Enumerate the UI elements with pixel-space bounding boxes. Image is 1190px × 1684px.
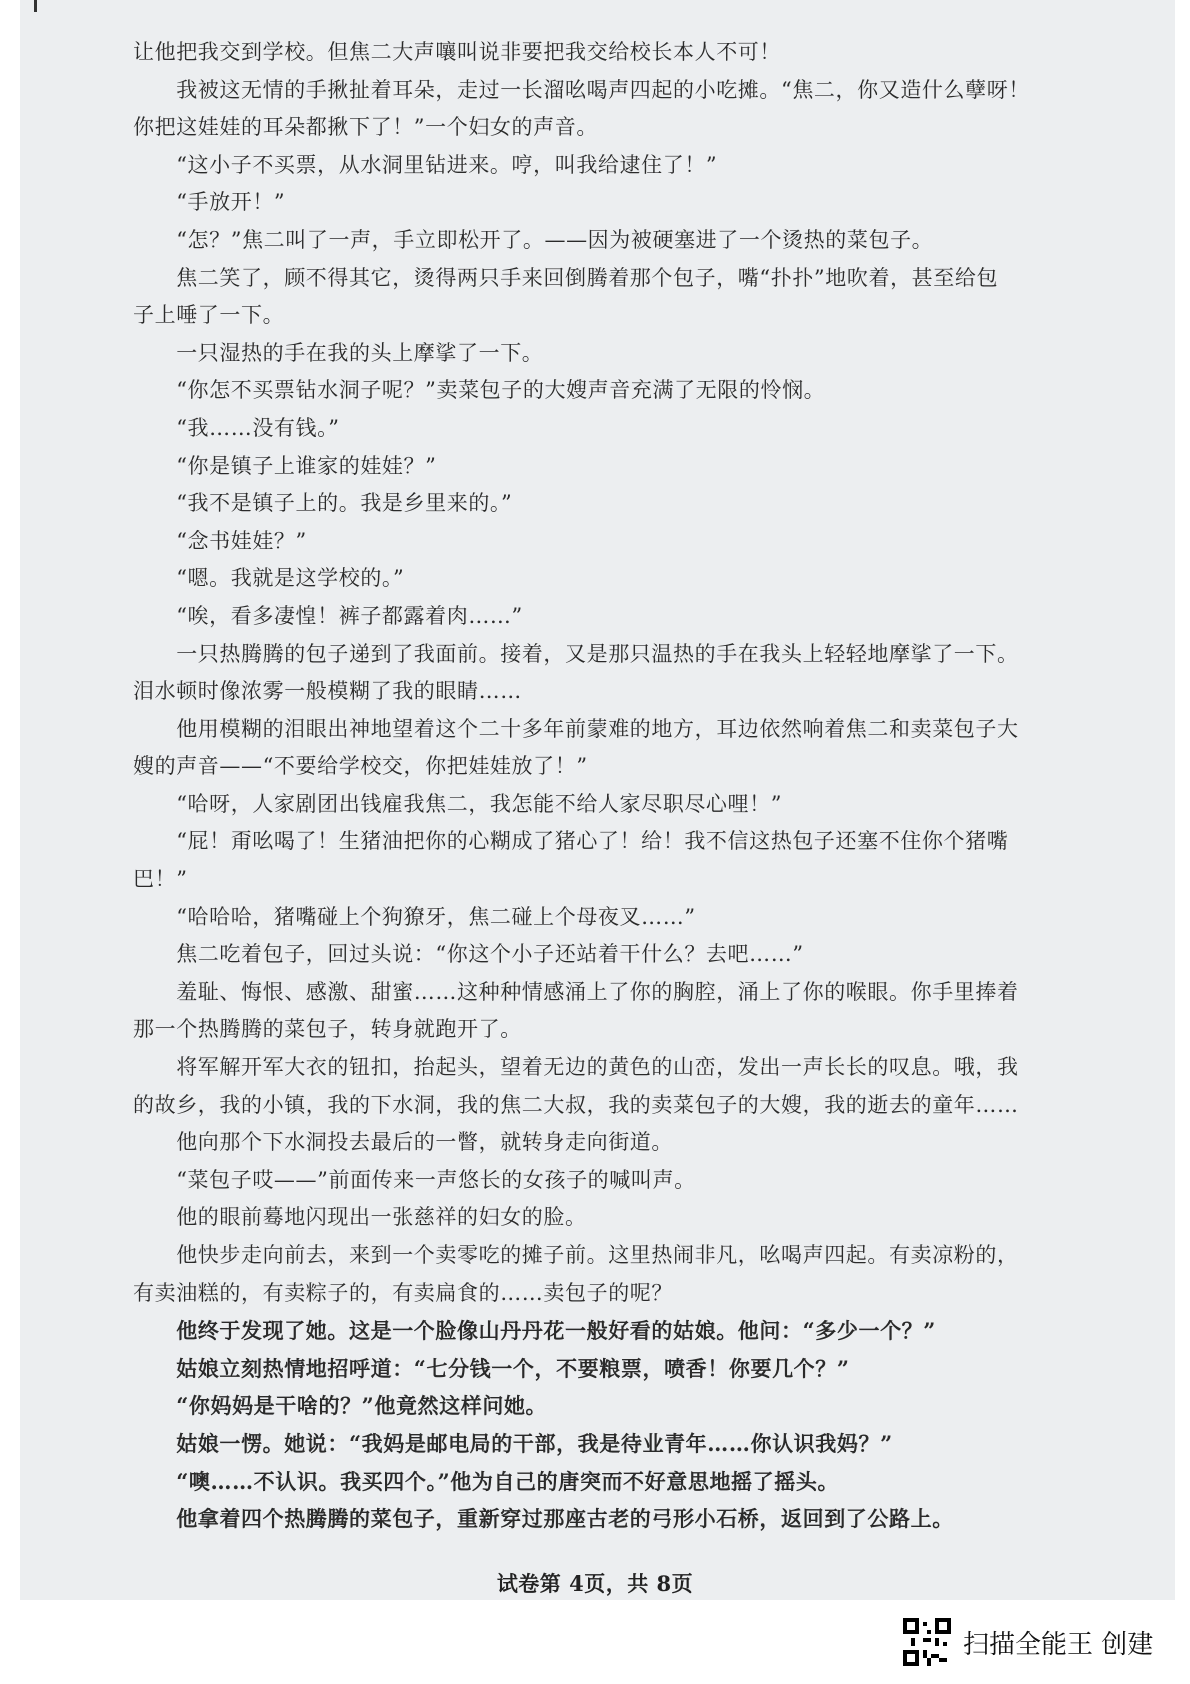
text-line: “你怎不买票钻水洞子呢？”卖菜包子的大嫂声音充满了无限的怜悯。	[133, 378, 826, 403]
text-line: “哈呀，人家剧团出钱雇我焦二，我怎能不给人家尽职尽心哩！”	[133, 791, 783, 816]
scanner-watermark	[903, 1616, 1153, 1668]
text-line: 的故乡，我的小镇，我的下水洞，我的焦二大叔，我的卖菜包子的大嫂，我的逝去的童年……	[133, 1092, 1019, 1117]
text-line: “念书娃娃？”	[133, 528, 307, 553]
text-line: “你是镇子上谁家的娃娃？”	[133, 453, 437, 478]
text-line: 一只湿热的手在我的头上摩挲了一下。	[133, 340, 544, 365]
text-line: 巴！”	[133, 867, 188, 892]
text-line: 嫂的声音——“不要给学校交，你把娃娃放了！”	[133, 754, 588, 779]
text-line: “我不是镇子上的。我是乡里来的。”	[133, 491, 513, 516]
page-number-footer: 试卷第 4页，共 8页	[496, 1571, 694, 1596]
text-line: “怎？”焦二叫了一声，手立即松开了。——因为被硬塞进了一个烫热的菜包子。	[133, 227, 934, 252]
text-line: 他的眼前蓦地闪现出一张慈祥的妇女的脸。	[133, 1205, 587, 1230]
text-line: 那一个热腾腾的菜包子，转身就跑开了。	[133, 1017, 522, 1042]
text-line: 他用模糊的泪眼出神地望着这个二十多年前蒙难的地方，耳边依然响着焦二和卖菜包子大	[133, 716, 1019, 741]
text-line: 子上唾了一下。	[133, 303, 285, 328]
text-line: “菜包子哎——”前面传来一声悠长的女孩子的喊叫声。	[133, 1167, 696, 1192]
text-line: 姑娘一愣。她说：“我妈是邮电局的干部，我是待业青年……你认识我妈？”	[133, 1430, 893, 1456]
text-line: 有卖油糕的，有卖粽子的，有卖扁食的……卖包子的呢？	[133, 1280, 673, 1305]
text-line: 让他把我交到学校。但焦二大声嚷叫说非要把我交给校长本人不可！	[133, 40, 781, 64]
text-line: 他快步走向前去，来到一个卖零吃的摊子前。这里热闹非凡，吆喝声四起。有卖凉粉的，	[133, 1243, 1019, 1267]
text-line: 他向那个下水洞投去最后的一瞥，就转身走向街道。	[133, 1130, 673, 1155]
text-line: “你妈妈是干啥的？”他竟然这样问她。	[133, 1393, 548, 1419]
story-text	[133, 34, 1038, 1538]
scan-edge-mark	[34, 0, 37, 12]
text-line: “这小子不买票，从水洞里钻进来。哼，叫我给逮住了！”	[133, 152, 718, 177]
text-line: “唉，看多凄惶！裤子都露着肉……”	[133, 603, 523, 628]
text-line: “我……没有钱。”	[133, 415, 340, 440]
text-line: 我被这无情的手揪扯着耳朵，走过一长溜吆喝声四起的小吃摊。“焦二，你又造什么孽呀！	[133, 77, 1030, 102]
text-line: 姑娘立刻热情地招呼道：“七分钱一个，不要粮票，喷香！你要几个？”	[133, 1355, 850, 1381]
text-line: 一只热腾腾的包子递到了我面前。接着，又是那只温热的手在我头上轻轻地摩挲了一下。	[133, 641, 1019, 666]
text-line: “手放开！”	[133, 190, 286, 215]
text-line: 泪水顿时像浓雾一般模糊了我的眼睛……	[133, 679, 522, 704]
text-line: “噢……不认识。我买四个。”他为自己的唐突而不好意思地摇了摇头。	[133, 1468, 840, 1494]
text-line: 将军解开军大衣的钮扣，抬起头，望着无边的黄色的山峦，发出一声长长的叹息。哦，我	[133, 1055, 1019, 1080]
text-line: “哈哈哈，猪嘴碰上个狗獠牙，焦二碰上个母夜叉……”	[133, 904, 696, 929]
text-line: 焦二笑了，顾不得其它，烫得两只手来回倒腾着那个包子，嘴“扑扑”地吹着，甚至给包	[133, 265, 999, 290]
text-line: 他终于发现了她。这是一个脸像山丹丹花一般好看的姑娘。他问：“多少一个？”	[133, 1318, 936, 1344]
text-line: 羞耻、悔恨、感激、甜蜜……这种种情感涌上了你的胸腔，涌上了你的喉眼。你手里捧着	[133, 979, 1019, 1004]
text-line: 他拿着四个热腾腾的菜包子，重新穿过那座古老的弓形小石桥，返回到了公路上。	[133, 1506, 954, 1532]
text-line: 焦二吃着包子，回过头说：“你这个小子还站着干什么？去吧……”	[133, 942, 804, 967]
text-line: “嗯。我就是这学校的。”	[133, 566, 405, 591]
text-line: “屁！甭吆喝了！生猪油把你的心糊成了猪心了！给！我不信这热包子还塞不住你个猪嘴	[133, 829, 1009, 854]
qr-code-icon	[903, 1618, 951, 1666]
exam-page	[20, 0, 1175, 1600]
watermark-text: 扫描全能王 创建	[963, 1629, 1154, 1660]
text-line: 你把这娃娃的耳朵都揪下了！”一个妇女的声音。	[133, 115, 598, 140]
